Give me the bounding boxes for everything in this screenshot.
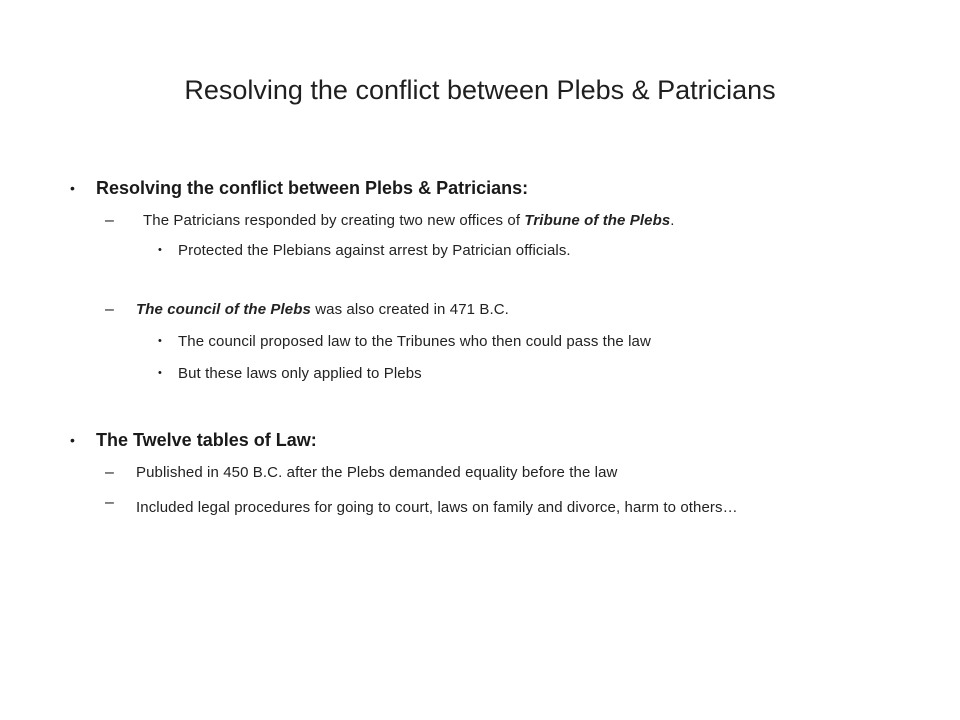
- sub-item: The council proposed law to the Tribunes who then could pass the law: [178, 333, 651, 350]
- item-emphasis: The council of the Plebs: [136, 301, 311, 318]
- bullet-dot: •: [70, 432, 75, 448]
- bullet-dash: –: [105, 494, 114, 511]
- section-heading-2: The Twelve tables of Law:: [96, 430, 317, 450]
- bullet-dash: –: [105, 212, 114, 229]
- list-item-council: [136, 301, 509, 318]
- bullet-dash: –: [105, 301, 114, 318]
- item-emphasis: Tribune of the Plebs: [524, 212, 671, 229]
- slide-title: Resolving the conflict between Plebs & Patricians: [184, 75, 776, 105]
- bullet-dot: •: [158, 367, 162, 379]
- sub-item: But these laws only applied to Plebs: [178, 365, 422, 382]
- list-item-tribune: [143, 212, 675, 229]
- section-heading-1: Resolving the conflict between Plebs & Patricians:: [96, 178, 529, 198]
- list-item: Published in 450 B.C. after the Plebs demanded equality before the law: [136, 464, 618, 481]
- bullet-dot: •: [158, 244, 162, 256]
- item-text: The Patricians responded by creating two new offices of: [143, 212, 525, 229]
- bullet-dot: •: [70, 180, 75, 196]
- sub-item: Protected the Plebians against arrest by Patrician officials.: [178, 242, 571, 259]
- bullet-dot: •: [158, 335, 162, 347]
- item-text: was also created in 471 B.C.: [310, 301, 509, 318]
- list-item: Included legal procedures for going to court, laws on family and divorce, harm to others…: [136, 499, 738, 516]
- bullet-dash: –: [105, 464, 114, 481]
- item-text-end: .: [670, 212, 675, 229]
